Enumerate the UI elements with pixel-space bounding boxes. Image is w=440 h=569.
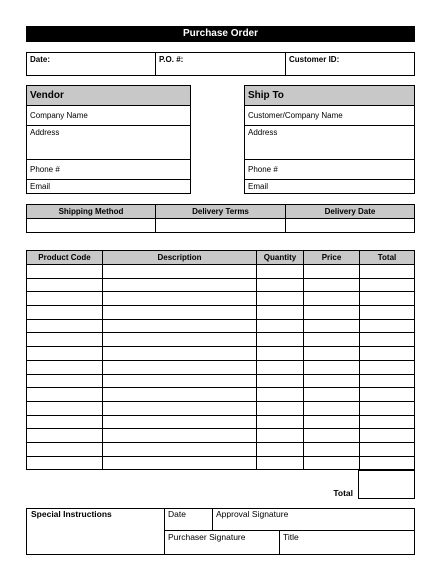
table-row — [27, 429, 415, 443]
table-cell[interactable] — [304, 442, 360, 456]
table-cell[interactable] — [360, 429, 415, 443]
table-cell[interactable] — [27, 306, 103, 320]
table-cell[interactable] — [304, 456, 360, 470]
table-cell[interactable] — [27, 347, 103, 361]
table-cell[interactable] — [257, 292, 304, 306]
table-cell[interactable] — [103, 388, 257, 402]
table-cell[interactable] — [27, 265, 103, 279]
po-number-field[interactable]: P.O. #: — [156, 53, 286, 76]
table-cell[interactable] — [103, 360, 257, 374]
table-cell[interactable] — [257, 319, 304, 333]
approval-signature-field[interactable]: Approval Signature — [216, 509, 289, 519]
description-header: Description — [103, 251, 257, 265]
ship-to-phone-field[interactable]: Phone # — [245, 160, 415, 180]
items-table — [26, 250, 415, 470]
vendor-address-field[interactable]: Address — [27, 126, 191, 160]
table-cell[interactable] — [257, 415, 304, 429]
vendor-phone-field[interactable]: Phone # — [27, 160, 191, 180]
table-cell[interactable] — [257, 456, 304, 470]
table-row — [27, 292, 415, 306]
table-cell[interactable] — [304, 415, 360, 429]
delivery-terms-header: Delivery Terms — [156, 205, 286, 219]
table-cell[interactable] — [27, 456, 103, 470]
table-cell[interactable] — [360, 374, 415, 388]
table-cell[interactable] — [304, 265, 360, 279]
table-cell[interactable] — [103, 306, 257, 320]
table-cell[interactable] — [257, 442, 304, 456]
ship-to-company-field[interactable]: Customer/Company Name — [245, 106, 415, 126]
price-header: Price — [304, 251, 360, 265]
footer-date-divider — [212, 508, 213, 530]
table-cell[interactable] — [360, 388, 415, 402]
table-cell[interactable] — [103, 456, 257, 470]
date-field[interactable]: Date: — [27, 53, 156, 76]
table-cell[interactable] — [27, 442, 103, 456]
table-cell[interactable] — [27, 360, 103, 374]
vendor-heading: Vendor — [27, 86, 191, 106]
vendor-email-field[interactable]: Email — [27, 180, 191, 194]
table-row — [27, 265, 415, 279]
table-cell[interactable] — [304, 278, 360, 292]
table-cell[interactable] — [27, 292, 103, 306]
customer-id-field[interactable]: Customer ID: — [286, 53, 415, 76]
table-cell[interactable] — [103, 415, 257, 429]
table-cell[interactable] — [304, 374, 360, 388]
table-cell[interactable] — [304, 429, 360, 443]
table-row — [27, 306, 415, 320]
table-cell[interactable] — [257, 401, 304, 415]
shipping-method-header: Shipping Method — [27, 205, 156, 219]
footer-divider — [164, 508, 165, 555]
table-cell[interactable] — [360, 415, 415, 429]
table-cell[interactable] — [27, 429, 103, 443]
table-row — [27, 442, 415, 456]
table-row — [27, 347, 415, 361]
table-row — [27, 319, 415, 333]
table-cell[interactable] — [304, 401, 360, 415]
footer-date-field[interactable]: Date — [168, 509, 186, 519]
table-row — [27, 360, 415, 374]
shipping-method-cell[interactable] — [27, 219, 156, 233]
total-header: Total — [360, 251, 415, 265]
vendor-company-field[interactable]: Company Name — [27, 106, 191, 126]
special-instructions-label: Special Instructions — [31, 509, 112, 519]
footer-title-field[interactable]: Title — [283, 532, 299, 542]
ship-to-address-field[interactable]: Address — [245, 126, 415, 160]
table-cell[interactable] — [257, 388, 304, 402]
grand-total-label: Total — [333, 488, 353, 498]
table-cell[interactable] — [27, 319, 103, 333]
table-cell[interactable] — [103, 347, 257, 361]
table-row — [27, 333, 415, 347]
table-cell[interactable] — [360, 401, 415, 415]
table-cell[interactable] — [304, 306, 360, 320]
table-cell[interactable] — [360, 278, 415, 292]
table-cell[interactable] — [360, 319, 415, 333]
ship-to-email-field[interactable]: Email — [245, 180, 415, 194]
table-cell[interactable] — [304, 319, 360, 333]
table-cell[interactable] — [27, 388, 103, 402]
delivery-date-header: Delivery Date — [286, 205, 415, 219]
table-cell[interactable] — [103, 374, 257, 388]
table-cell[interactable] — [103, 319, 257, 333]
table-row — [27, 456, 415, 470]
table-cell[interactable] — [360, 347, 415, 361]
table-row — [27, 415, 415, 429]
table-cell[interactable] — [360, 292, 415, 306]
page-title: Purchase Order — [26, 26, 415, 42]
table-cell[interactable] — [103, 278, 257, 292]
table-row — [27, 388, 415, 402]
table-cell[interactable] — [27, 333, 103, 347]
table-cell[interactable] — [103, 292, 257, 306]
table-row — [27, 401, 415, 415]
table-row — [27, 374, 415, 388]
table-cell[interactable] — [27, 278, 103, 292]
table-cell[interactable] — [360, 360, 415, 374]
ship-to-block — [244, 85, 415, 194]
table-cell[interactable] — [103, 333, 257, 347]
table-cell[interactable] — [257, 360, 304, 374]
table-cell[interactable] — [304, 347, 360, 361]
delivery-date-cell[interactable] — [286, 219, 415, 233]
table-cell[interactable] — [27, 374, 103, 388]
table-cell[interactable] — [257, 306, 304, 320]
purchaser-signature-field[interactable]: Purchaser Signature — [168, 532, 246, 542]
footer-title-divider — [279, 530, 280, 555]
table-cell[interactable] — [103, 265, 257, 279]
table-cell[interactable] — [103, 429, 257, 443]
quantity-header: Quantity — [257, 251, 304, 265]
table-cell[interactable] — [304, 292, 360, 306]
grand-total-field[interactable] — [358, 470, 415, 499]
table-row — [27, 278, 415, 292]
table-cell[interactable] — [257, 347, 304, 361]
table-cell[interactable] — [304, 388, 360, 402]
table-cell[interactable] — [360, 265, 415, 279]
table-cell[interactable] — [257, 333, 304, 347]
table-cell[interactable] — [257, 374, 304, 388]
vendor-block — [26, 85, 191, 194]
delivery-terms-cell[interactable] — [156, 219, 286, 233]
header-fields — [26, 52, 415, 76]
table-cell[interactable] — [27, 401, 103, 415]
table-cell[interactable] — [360, 442, 415, 456]
table-cell[interactable] — [304, 333, 360, 347]
table-cell[interactable] — [257, 278, 304, 292]
table-cell[interactable] — [257, 265, 304, 279]
table-cell[interactable] — [360, 333, 415, 347]
table-cell[interactable] — [257, 429, 304, 443]
product-code-header: Product Code — [27, 251, 103, 265]
ship-to-heading: Ship To — [245, 86, 415, 106]
shipping-table — [26, 204, 415, 233]
table-cell[interactable] — [103, 442, 257, 456]
table-cell[interactable] — [103, 401, 257, 415]
table-cell[interactable] — [304, 360, 360, 374]
table-cell[interactable] — [360, 306, 415, 320]
footer-row-divider — [164, 530, 415, 531]
table-cell[interactable] — [360, 456, 415, 470]
table-cell[interactable] — [27, 415, 103, 429]
